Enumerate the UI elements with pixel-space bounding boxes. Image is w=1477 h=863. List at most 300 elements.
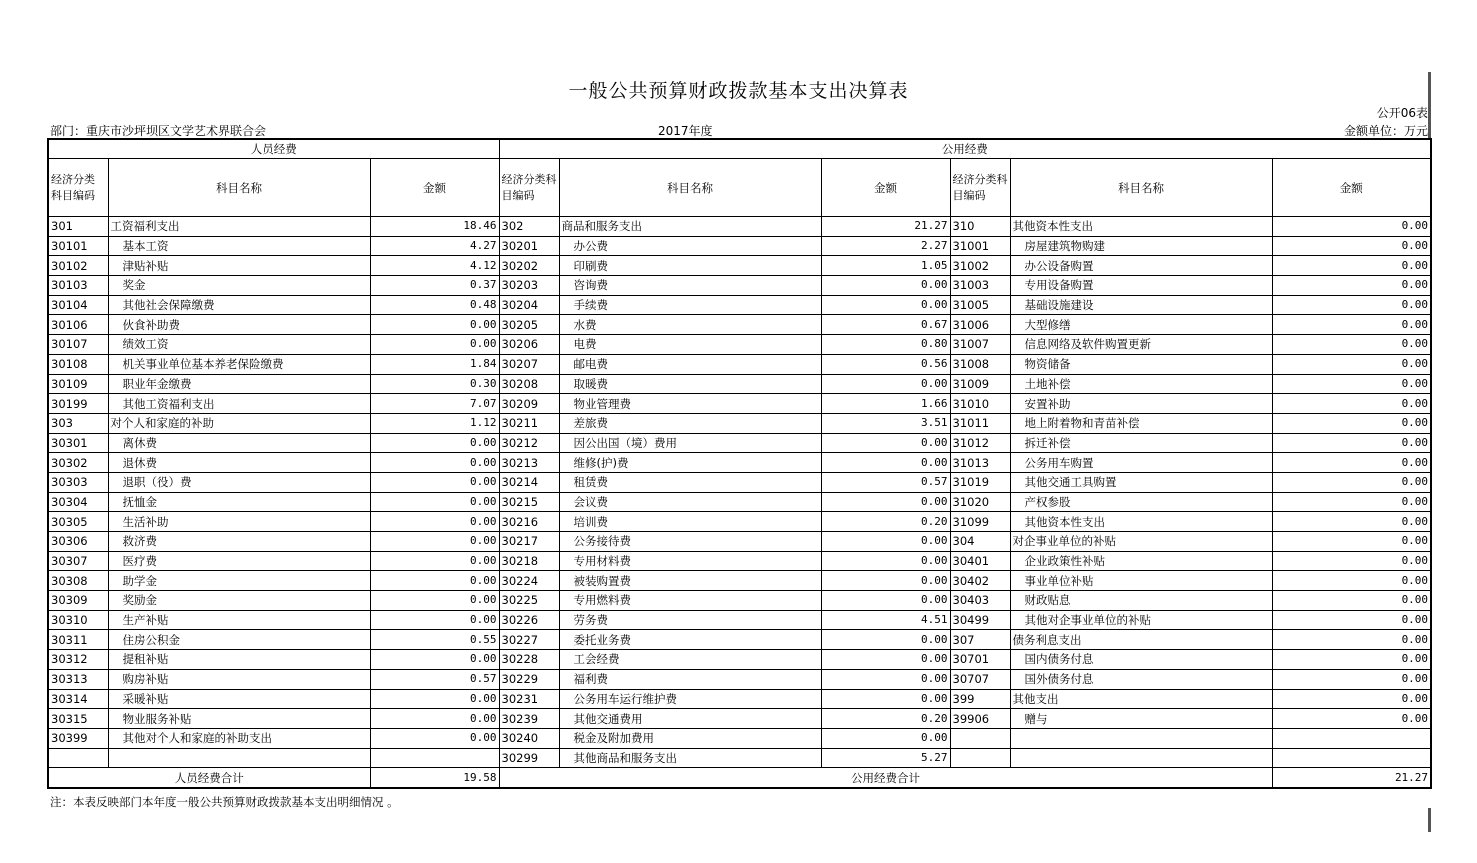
item-code: 30214 bbox=[499, 472, 559, 492]
table-row bbox=[48, 512, 1431, 532]
item-name: 物业管理费 bbox=[559, 394, 821, 414]
item-amount: 0.00 bbox=[370, 453, 499, 473]
table-row bbox=[48, 374, 1431, 394]
item-code: 30107 bbox=[48, 335, 108, 355]
item-code: 31005 bbox=[950, 295, 1010, 315]
report-title: 一般公共预算财政拨款基本支出决算表 bbox=[568, 80, 909, 102]
item-name: 退职（役）费 bbox=[108, 472, 370, 492]
item-amount: 0.00 bbox=[1272, 669, 1431, 689]
item-code: 30106 bbox=[48, 315, 108, 335]
item-code: 31019 bbox=[950, 472, 1010, 492]
item-amount: 0.20 bbox=[821, 709, 950, 729]
item-amount: 0.00 bbox=[821, 571, 950, 591]
item-code: 31009 bbox=[950, 374, 1010, 394]
item-name: 税金及附加费用 bbox=[559, 728, 821, 748]
item-amount: 0.00 bbox=[370, 492, 499, 512]
item-code: 30212 bbox=[499, 433, 559, 453]
item-code: 31010 bbox=[950, 394, 1010, 414]
item-code: 307 bbox=[950, 630, 1010, 650]
group-header-personnel: 人员经费 bbox=[48, 139, 499, 159]
item-code: 30301 bbox=[48, 433, 108, 453]
item-code: 31012 bbox=[950, 433, 1010, 453]
item-name: 土地补偿 bbox=[1010, 374, 1272, 394]
item-amount: 21.27 bbox=[821, 217, 950, 237]
item-amount: 0.00 bbox=[1272, 413, 1431, 433]
item-amount: 0.00 bbox=[821, 669, 950, 689]
item-code: 30218 bbox=[499, 551, 559, 571]
item-name: 财政贴息 bbox=[1010, 591, 1272, 611]
expenditure-table bbox=[47, 138, 1432, 789]
amount-unit: 金额单位：万元 bbox=[1343, 124, 1428, 138]
item-amount: 0.00 bbox=[1272, 394, 1431, 414]
item-amount: 0.00 bbox=[1272, 571, 1431, 591]
item-code: 31013 bbox=[950, 453, 1010, 473]
item-code: 30240 bbox=[499, 728, 559, 748]
item-code: 30306 bbox=[48, 532, 108, 552]
table-row bbox=[48, 236, 1431, 256]
item-name: 商品和服务支出 bbox=[559, 217, 821, 237]
item-amount: 0.00 bbox=[821, 728, 950, 748]
column-header-code: 经济分类科目编码 bbox=[499, 159, 559, 217]
item-name: 事业单位补贴 bbox=[1010, 571, 1272, 591]
item-amount: 0.00 bbox=[1272, 650, 1431, 670]
item-name: 办公费 bbox=[559, 236, 821, 256]
table-row bbox=[48, 709, 1431, 729]
item-name: 拆迁补偿 bbox=[1010, 433, 1272, 453]
table-row bbox=[48, 591, 1431, 611]
item-amount: 0.00 bbox=[1272, 453, 1431, 473]
table-row bbox=[48, 433, 1431, 453]
item-code: 30310 bbox=[48, 610, 108, 630]
column-header-amount: 金额 bbox=[370, 159, 499, 217]
public-total-label: 公用经费合计 bbox=[499, 768, 1272, 788]
item-code: 30707 bbox=[950, 669, 1010, 689]
item-name: 其他对个人和家庭的补助支出 bbox=[108, 728, 370, 748]
item-name bbox=[1010, 728, 1272, 748]
item-amount: 1.12 bbox=[370, 413, 499, 433]
item-name: 工资福利支出 bbox=[108, 217, 370, 237]
item-amount: 0.00 bbox=[1272, 551, 1431, 571]
item-name: 印刷费 bbox=[559, 256, 821, 276]
item-name: 债务利息支出 bbox=[1010, 630, 1272, 650]
item-name bbox=[1010, 748, 1272, 768]
item-code: 30211 bbox=[499, 413, 559, 433]
item-code: 31002 bbox=[950, 256, 1010, 276]
item-code: 30229 bbox=[499, 669, 559, 689]
item-code: 30208 bbox=[499, 374, 559, 394]
item-code: 30299 bbox=[499, 748, 559, 768]
item-amount: 0.00 bbox=[1272, 709, 1431, 729]
item-code: 30307 bbox=[48, 551, 108, 571]
table-row bbox=[48, 295, 1431, 315]
item-name: 培训费 bbox=[559, 512, 821, 532]
item-code: 30402 bbox=[950, 571, 1010, 591]
table-note: 注：本表反映部门本年度一般公共预算财政拨款基本支出明细情况 。 bbox=[50, 795, 399, 809]
item-amount: 0.80 bbox=[821, 335, 950, 355]
item-amount: 0.00 bbox=[1272, 315, 1431, 335]
item-name: 公务用车购置 bbox=[1010, 453, 1272, 473]
item-code: 30101 bbox=[48, 236, 108, 256]
item-code bbox=[950, 728, 1010, 748]
item-code: 30401 bbox=[950, 551, 1010, 571]
item-name: 国外债务付息 bbox=[1010, 669, 1272, 689]
item-amount: 4.27 bbox=[370, 236, 499, 256]
item-code: 31007 bbox=[950, 335, 1010, 355]
item-code: 30311 bbox=[48, 630, 108, 650]
item-name: 其他交通费用 bbox=[559, 709, 821, 729]
item-code: 30304 bbox=[48, 492, 108, 512]
item-name: 助学金 bbox=[108, 571, 370, 591]
item-amount: 0.00 bbox=[1272, 689, 1431, 709]
item-code: 31020 bbox=[950, 492, 1010, 512]
table-row bbox=[48, 728, 1431, 748]
item-code: 304 bbox=[950, 532, 1010, 552]
item-amount: 0.00 bbox=[370, 571, 499, 591]
item-name: 生产补贴 bbox=[108, 610, 370, 630]
item-code: 30217 bbox=[499, 532, 559, 552]
item-amount: 0.00 bbox=[1272, 492, 1431, 512]
item-amount: 0.00 bbox=[370, 472, 499, 492]
item-name: 购房补贴 bbox=[108, 669, 370, 689]
item-name: 大型修缮 bbox=[1010, 315, 1272, 335]
personnel-total-amount: 19.58 bbox=[370, 768, 499, 788]
table-row bbox=[48, 315, 1431, 335]
item-name: 生活补助 bbox=[108, 512, 370, 532]
item-name: 抚恤金 bbox=[108, 492, 370, 512]
item-code bbox=[48, 748, 108, 768]
item-code: 30109 bbox=[48, 374, 108, 394]
item-amount: 0.00 bbox=[1272, 630, 1431, 650]
item-amount: 5.27 bbox=[821, 748, 950, 768]
item-amount: 0.00 bbox=[821, 591, 950, 611]
item-name: 维修(护)费 bbox=[559, 453, 821, 473]
item-name: 物资储备 bbox=[1010, 354, 1272, 374]
item-code: 30201 bbox=[499, 236, 559, 256]
item-name: 专用设备购置 bbox=[1010, 276, 1272, 296]
item-code: 303 bbox=[48, 413, 108, 433]
item-code: 30103 bbox=[48, 276, 108, 296]
item-code: 30227 bbox=[499, 630, 559, 650]
item-name: 其他资本性支出 bbox=[1010, 217, 1272, 237]
item-name: 取暖费 bbox=[559, 374, 821, 394]
table-row bbox=[48, 335, 1431, 355]
public-total-amount: 21.27 bbox=[1272, 768, 1431, 788]
item-name: 对企事业单位的补贴 bbox=[1010, 532, 1272, 552]
item-name: 救济费 bbox=[108, 532, 370, 552]
item-name: 专用材料费 bbox=[559, 551, 821, 571]
item-amount: 0.00 bbox=[1272, 276, 1431, 296]
column-header-amount: 金额 bbox=[821, 159, 950, 217]
item-code: 30499 bbox=[950, 610, 1010, 630]
item-code: 30239 bbox=[499, 709, 559, 729]
item-name: 产权参股 bbox=[1010, 492, 1272, 512]
item-amount: 0.00 bbox=[1272, 354, 1431, 374]
item-code: 310 bbox=[950, 217, 1010, 237]
item-code: 30399 bbox=[48, 728, 108, 748]
item-code: 30226 bbox=[499, 610, 559, 630]
item-code: 30302 bbox=[48, 453, 108, 473]
item-amount: 0.00 bbox=[821, 689, 950, 709]
item-code: 30213 bbox=[499, 453, 559, 473]
item-amount: 0.00 bbox=[370, 532, 499, 552]
column-header-code: 经济分类科目编码 bbox=[48, 159, 108, 217]
department-label: 部门：重庆市沙坪坝区文学艺术界联合会 bbox=[50, 124, 267, 138]
item-code: 31006 bbox=[950, 315, 1010, 335]
item-amount: 7.07 bbox=[370, 394, 499, 414]
page-edge-bar bbox=[1428, 808, 1431, 832]
item-name: 信息网络及软件购置更新 bbox=[1010, 335, 1272, 355]
item-name: 劳务费 bbox=[559, 610, 821, 630]
item-name: 津贴补贴 bbox=[108, 256, 370, 276]
item-amount: 0.00 bbox=[1272, 532, 1431, 552]
item-amount: 0.00 bbox=[370, 433, 499, 453]
item-name: 绩效工资 bbox=[108, 335, 370, 355]
item-name: 机关事业单位基本养老保险缴费 bbox=[108, 354, 370, 374]
column-header-name: 科目名称 bbox=[108, 159, 370, 217]
item-name: 公务用车运行维护费 bbox=[559, 689, 821, 709]
item-amount: 0.00 bbox=[821, 630, 950, 650]
item-amount: 0.00 bbox=[1272, 217, 1431, 237]
item-amount: 0.00 bbox=[821, 453, 950, 473]
item-amount: 0.00 bbox=[370, 728, 499, 748]
item-amount: 0.00 bbox=[821, 492, 950, 512]
column-header-code: 经济分类科目编码 bbox=[950, 159, 1010, 217]
item-name: 伙食补助费 bbox=[108, 315, 370, 335]
table-row bbox=[48, 571, 1431, 591]
item-code: 30312 bbox=[48, 650, 108, 670]
item-name: 企业政策性补贴 bbox=[1010, 551, 1272, 571]
item-name: 其他商品和服务支出 bbox=[559, 748, 821, 768]
table-row bbox=[48, 472, 1431, 492]
item-amount: 0.00 bbox=[370, 689, 499, 709]
item-amount: 0.00 bbox=[1272, 512, 1431, 532]
item-code: 30108 bbox=[48, 354, 108, 374]
table-row bbox=[48, 453, 1431, 473]
item-code: 30314 bbox=[48, 689, 108, 709]
item-code: 301 bbox=[48, 217, 108, 237]
item-name: 工会经费 bbox=[559, 650, 821, 670]
item-amount: 0.00 bbox=[370, 709, 499, 729]
item-name: 被装购置费 bbox=[559, 571, 821, 591]
item-name: 会议费 bbox=[559, 492, 821, 512]
item-code: 30209 bbox=[499, 394, 559, 414]
item-code: 30104 bbox=[48, 295, 108, 315]
item-amount: 0.00 bbox=[821, 374, 950, 394]
item-code: 30224 bbox=[499, 571, 559, 591]
item-amount bbox=[370, 748, 499, 768]
item-name: 离休费 bbox=[108, 433, 370, 453]
table-row bbox=[48, 532, 1431, 552]
item-code: 31099 bbox=[950, 512, 1010, 532]
item-amount: 2.27 bbox=[821, 236, 950, 256]
item-amount: 0.00 bbox=[1272, 433, 1431, 453]
item-name: 地上附着物和青苗补偿 bbox=[1010, 413, 1272, 433]
item-code: 30308 bbox=[48, 571, 108, 591]
item-amount: 4.51 bbox=[821, 610, 950, 630]
item-name: 公务接待费 bbox=[559, 532, 821, 552]
item-amount: 0.30 bbox=[370, 374, 499, 394]
item-amount: 0.00 bbox=[1272, 374, 1431, 394]
item-amount: 1.66 bbox=[821, 394, 950, 414]
item-name: 电费 bbox=[559, 335, 821, 355]
table-row bbox=[48, 689, 1431, 709]
item-amount: 0.20 bbox=[821, 512, 950, 532]
item-code: 30216 bbox=[499, 512, 559, 532]
table-row bbox=[48, 748, 1431, 768]
item-name: 基础设施建设 bbox=[1010, 295, 1272, 315]
item-name: 安置补助 bbox=[1010, 394, 1272, 414]
table-row bbox=[48, 354, 1431, 374]
table-row bbox=[48, 276, 1431, 296]
item-code: 30225 bbox=[499, 591, 559, 611]
table-row bbox=[48, 669, 1431, 689]
item-amount: 0.00 bbox=[821, 295, 950, 315]
item-amount: 0.00 bbox=[821, 276, 950, 296]
item-name: 住房公积金 bbox=[108, 630, 370, 650]
item-code: 399 bbox=[950, 689, 1010, 709]
column-header-amount: 金额 bbox=[1272, 159, 1431, 217]
item-code: 302 bbox=[499, 217, 559, 237]
item-amount bbox=[1272, 728, 1431, 748]
item-amount: 0.00 bbox=[821, 433, 950, 453]
item-amount: 1.84 bbox=[370, 354, 499, 374]
item-code: 30102 bbox=[48, 256, 108, 276]
item-code: 30228 bbox=[499, 650, 559, 670]
item-name: 委托业务费 bbox=[559, 630, 821, 650]
fiscal-year: 2017年度 bbox=[658, 124, 713, 138]
item-name: 国内债务付息 bbox=[1010, 650, 1272, 670]
item-name: 其他支出 bbox=[1010, 689, 1272, 709]
item-code: 30206 bbox=[499, 335, 559, 355]
item-amount: 1.05 bbox=[821, 256, 950, 276]
item-name: 水费 bbox=[559, 315, 821, 335]
item-name: 咨询费 bbox=[559, 276, 821, 296]
item-name: 赠与 bbox=[1010, 709, 1272, 729]
item-amount: 0.00 bbox=[370, 335, 499, 355]
item-amount: 4.12 bbox=[370, 256, 499, 276]
item-code: 30207 bbox=[499, 354, 559, 374]
item-amount: 0.00 bbox=[370, 650, 499, 670]
item-amount: 0.00 bbox=[1272, 472, 1431, 492]
item-code: 30313 bbox=[48, 669, 108, 689]
item-amount: 0.00 bbox=[370, 512, 499, 532]
table-row bbox=[48, 551, 1431, 571]
item-code: 30403 bbox=[950, 591, 1010, 611]
item-amount: 0.00 bbox=[1272, 335, 1431, 355]
item-name: 差旅费 bbox=[559, 413, 821, 433]
item-name: 其他交通工具购置 bbox=[1010, 472, 1272, 492]
item-amount: 0.00 bbox=[1272, 236, 1431, 256]
item-name: 奖励金 bbox=[108, 591, 370, 611]
form-number: 公开06表 bbox=[1376, 106, 1428, 120]
item-amount: 0.67 bbox=[821, 315, 950, 335]
item-name: 采暖补贴 bbox=[108, 689, 370, 709]
item-name: 其他工资福利支出 bbox=[108, 394, 370, 414]
item-code: 30315 bbox=[48, 709, 108, 729]
item-code: 31008 bbox=[950, 354, 1010, 374]
personnel-total-label: 人员经费合计 bbox=[48, 768, 370, 788]
item-name: 奖金 bbox=[108, 276, 370, 296]
item-code bbox=[950, 748, 1010, 768]
column-header-name: 科目名称 bbox=[559, 159, 821, 217]
table-row bbox=[48, 492, 1431, 512]
item-amount: 0.57 bbox=[821, 472, 950, 492]
item-amount: 0.00 bbox=[1272, 610, 1431, 630]
item-amount: 0.48 bbox=[370, 295, 499, 315]
item-name: 提租补贴 bbox=[108, 650, 370, 670]
item-name bbox=[108, 748, 370, 768]
item-name: 手续费 bbox=[559, 295, 821, 315]
item-code: 30309 bbox=[48, 591, 108, 611]
table-row bbox=[48, 394, 1431, 414]
item-amount: 3.51 bbox=[821, 413, 950, 433]
item-name: 其他资本性支出 bbox=[1010, 512, 1272, 532]
item-name: 职业年金缴费 bbox=[108, 374, 370, 394]
item-name: 办公设备购置 bbox=[1010, 256, 1272, 276]
item-amount: 0.00 bbox=[821, 532, 950, 552]
item-amount bbox=[1272, 748, 1431, 768]
item-code: 31001 bbox=[950, 236, 1010, 256]
item-code: 30202 bbox=[499, 256, 559, 276]
item-amount: 0.37 bbox=[370, 276, 499, 296]
item-amount: 0.00 bbox=[821, 551, 950, 571]
table-row bbox=[48, 610, 1431, 630]
item-code: 30305 bbox=[48, 512, 108, 532]
item-amount: 0.00 bbox=[1272, 591, 1431, 611]
item-amount: 0.00 bbox=[821, 650, 950, 670]
column-header-name: 科目名称 bbox=[1010, 159, 1272, 217]
item-name: 因公出国（境）费用 bbox=[559, 433, 821, 453]
item-name: 其他对企事业单位的补贴 bbox=[1010, 610, 1272, 630]
table-row bbox=[48, 413, 1431, 433]
item-amount: 0.00 bbox=[370, 591, 499, 611]
item-amount: 0.57 bbox=[370, 669, 499, 689]
item-name: 退休费 bbox=[108, 453, 370, 473]
item-code: 30203 bbox=[499, 276, 559, 296]
item-amount: 0.00 bbox=[1272, 295, 1431, 315]
item-code: 30303 bbox=[48, 472, 108, 492]
item-code: 30205 bbox=[499, 315, 559, 335]
item-amount: 0.00 bbox=[370, 315, 499, 335]
table-row bbox=[48, 630, 1431, 650]
item-code: 31011 bbox=[950, 413, 1010, 433]
item-code: 30231 bbox=[499, 689, 559, 709]
item-amount: 0.55 bbox=[370, 630, 499, 650]
item-amount: 0.00 bbox=[370, 551, 499, 571]
table-row bbox=[48, 256, 1431, 276]
item-name: 房屋建筑物购建 bbox=[1010, 236, 1272, 256]
item-code: 31003 bbox=[950, 276, 1010, 296]
item-name: 对个人和家庭的补助 bbox=[108, 413, 370, 433]
item-code: 39906 bbox=[950, 709, 1010, 729]
item-amount: 0.00 bbox=[1272, 256, 1431, 276]
table-row bbox=[48, 217, 1431, 237]
item-name: 医疗费 bbox=[108, 551, 370, 571]
item-name: 其他社会保障缴费 bbox=[108, 295, 370, 315]
table-row bbox=[48, 650, 1431, 670]
item-amount: 18.46 bbox=[370, 217, 499, 237]
item-code: 30199 bbox=[48, 394, 108, 414]
item-name: 邮电费 bbox=[559, 354, 821, 374]
item-amount: 0.00 bbox=[370, 610, 499, 630]
item-name: 专用燃料费 bbox=[559, 591, 821, 611]
item-name: 物业服务补贴 bbox=[108, 709, 370, 729]
group-header-public: 公用经费 bbox=[499, 139, 1431, 159]
item-code: 30215 bbox=[499, 492, 559, 512]
item-amount: 0.56 bbox=[821, 354, 950, 374]
item-code: 30204 bbox=[499, 295, 559, 315]
item-name: 租赁费 bbox=[559, 472, 821, 492]
